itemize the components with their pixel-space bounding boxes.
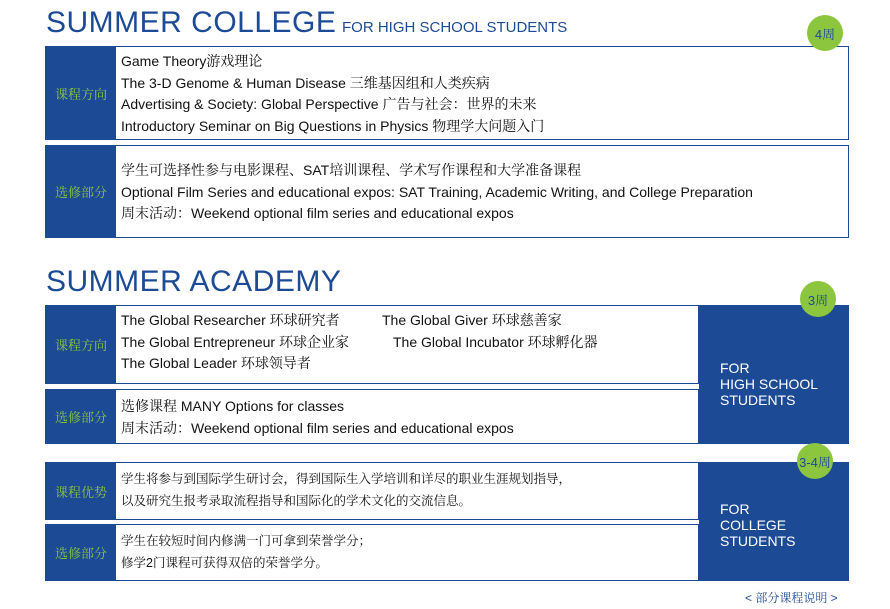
list-item: 修学2门课程可获得双倍的荣誉学分。	[121, 555, 328, 570]
academy-college-electives-list	[121, 531, 371, 574]
panel-line: STUDENTS	[720, 391, 796, 408]
list-item: 学生将参与到国际学生研讨会，得到国际生入学培训和详尽的职业生涯规划指导，	[121, 472, 572, 486]
academy-hs-duration-badge: 3周	[800, 281, 836, 317]
list-item: Game Theory游戏理论	[121, 53, 263, 69]
panel-line: FOR	[720, 359, 750, 376]
academy-hs-courses-box	[45, 305, 699, 384]
list-item: 选修课程 MANY Options for classes	[121, 398, 345, 414]
college-courses-label: 课程方向	[46, 47, 116, 139]
summer-college-subtitle: FOR HIGH SCHOOL STUDENTS	[342, 19, 568, 36]
academy-college-electives-label: 选修部分	[46, 525, 116, 580]
academy-hs-electives-label: 选修部分	[46, 390, 116, 443]
list-item: 周末活动：Weekend optional film series and educational expos	[121, 419, 514, 436]
college-electives-list	[121, 160, 753, 225]
list-item: Optional Film Series and educational expos: SAT Training, Academic Writing, and College Preparation	[121, 183, 753, 200]
summer-academy-title: SUMMER ACADEMY	[46, 265, 342, 298]
college-courses-box	[45, 46, 849, 140]
summer-college-title: SUMMER COLLEGE	[46, 6, 337, 39]
for-high-school-students-panel	[699, 305, 849, 444]
academy-college-electives-box	[45, 524, 699, 581]
academy-college-duration-badge: 3-4周	[797, 443, 833, 479]
college-courses-list	[121, 51, 544, 137]
course-notes-link[interactable]: < 部分课程说明 >	[745, 591, 838, 605]
academy-college-advantages-box	[45, 462, 699, 520]
panel-line: HIGH SCHOOL	[720, 375, 819, 392]
list-item: The 3-D Genome & Human Disease 三维基因组和人类疾病	[121, 74, 490, 91]
panel-line: COLLEGE	[720, 516, 787, 533]
academy-hs-electives-list	[121, 396, 514, 439]
list-item: The Global Leader 环球领导者	[121, 355, 311, 371]
academy-hs-courses-label: 课程方向	[46, 306, 116, 383]
list-item: The Global Entrepreneur 环球企业家	[121, 333, 349, 350]
for-college-students-panel	[699, 462, 849, 581]
list-item: The Global Giver 环球慈善家	[382, 312, 562, 328]
list-item: Advertising & Society: Global Perspective 广告与社会：世界的未来	[121, 96, 537, 112]
list-item: Introductory Seminar on Big Questions in Physics 物理学大问题入门	[121, 117, 545, 134]
list-item: 学生可选择性参与电影课程、SAT培训课程、学术写作课程和大学准备课程	[121, 162, 582, 178]
college-electives-label: 选修部分	[46, 146, 116, 237]
panel-line: STUDENTS	[720, 532, 796, 549]
academy-college-advantages-list	[121, 469, 571, 512]
list-item: The Global Incubator 环球孵化器	[393, 333, 598, 350]
college-duration-badge: 4周	[807, 15, 843, 51]
panel-line: FOR	[720, 500, 750, 517]
college-electives-box	[45, 145, 849, 238]
list-item: 学生在较短时间内修满一门可拿到荣誉学分；	[121, 534, 372, 548]
academy-hs-courses-list	[121, 310, 691, 375]
academy-hs-electives-box	[45, 389, 699, 444]
list-item: 周末活动：Weekend optional film series and educational expos	[121, 205, 514, 221]
list-item: 以及研究生报考录取流程指导和国际化的学术文化的交流信息。	[121, 493, 472, 508]
list-item: The Global Researcher 环球研究者	[121, 312, 340, 328]
academy-college-advantages-label: 课程优势	[46, 463, 116, 519]
